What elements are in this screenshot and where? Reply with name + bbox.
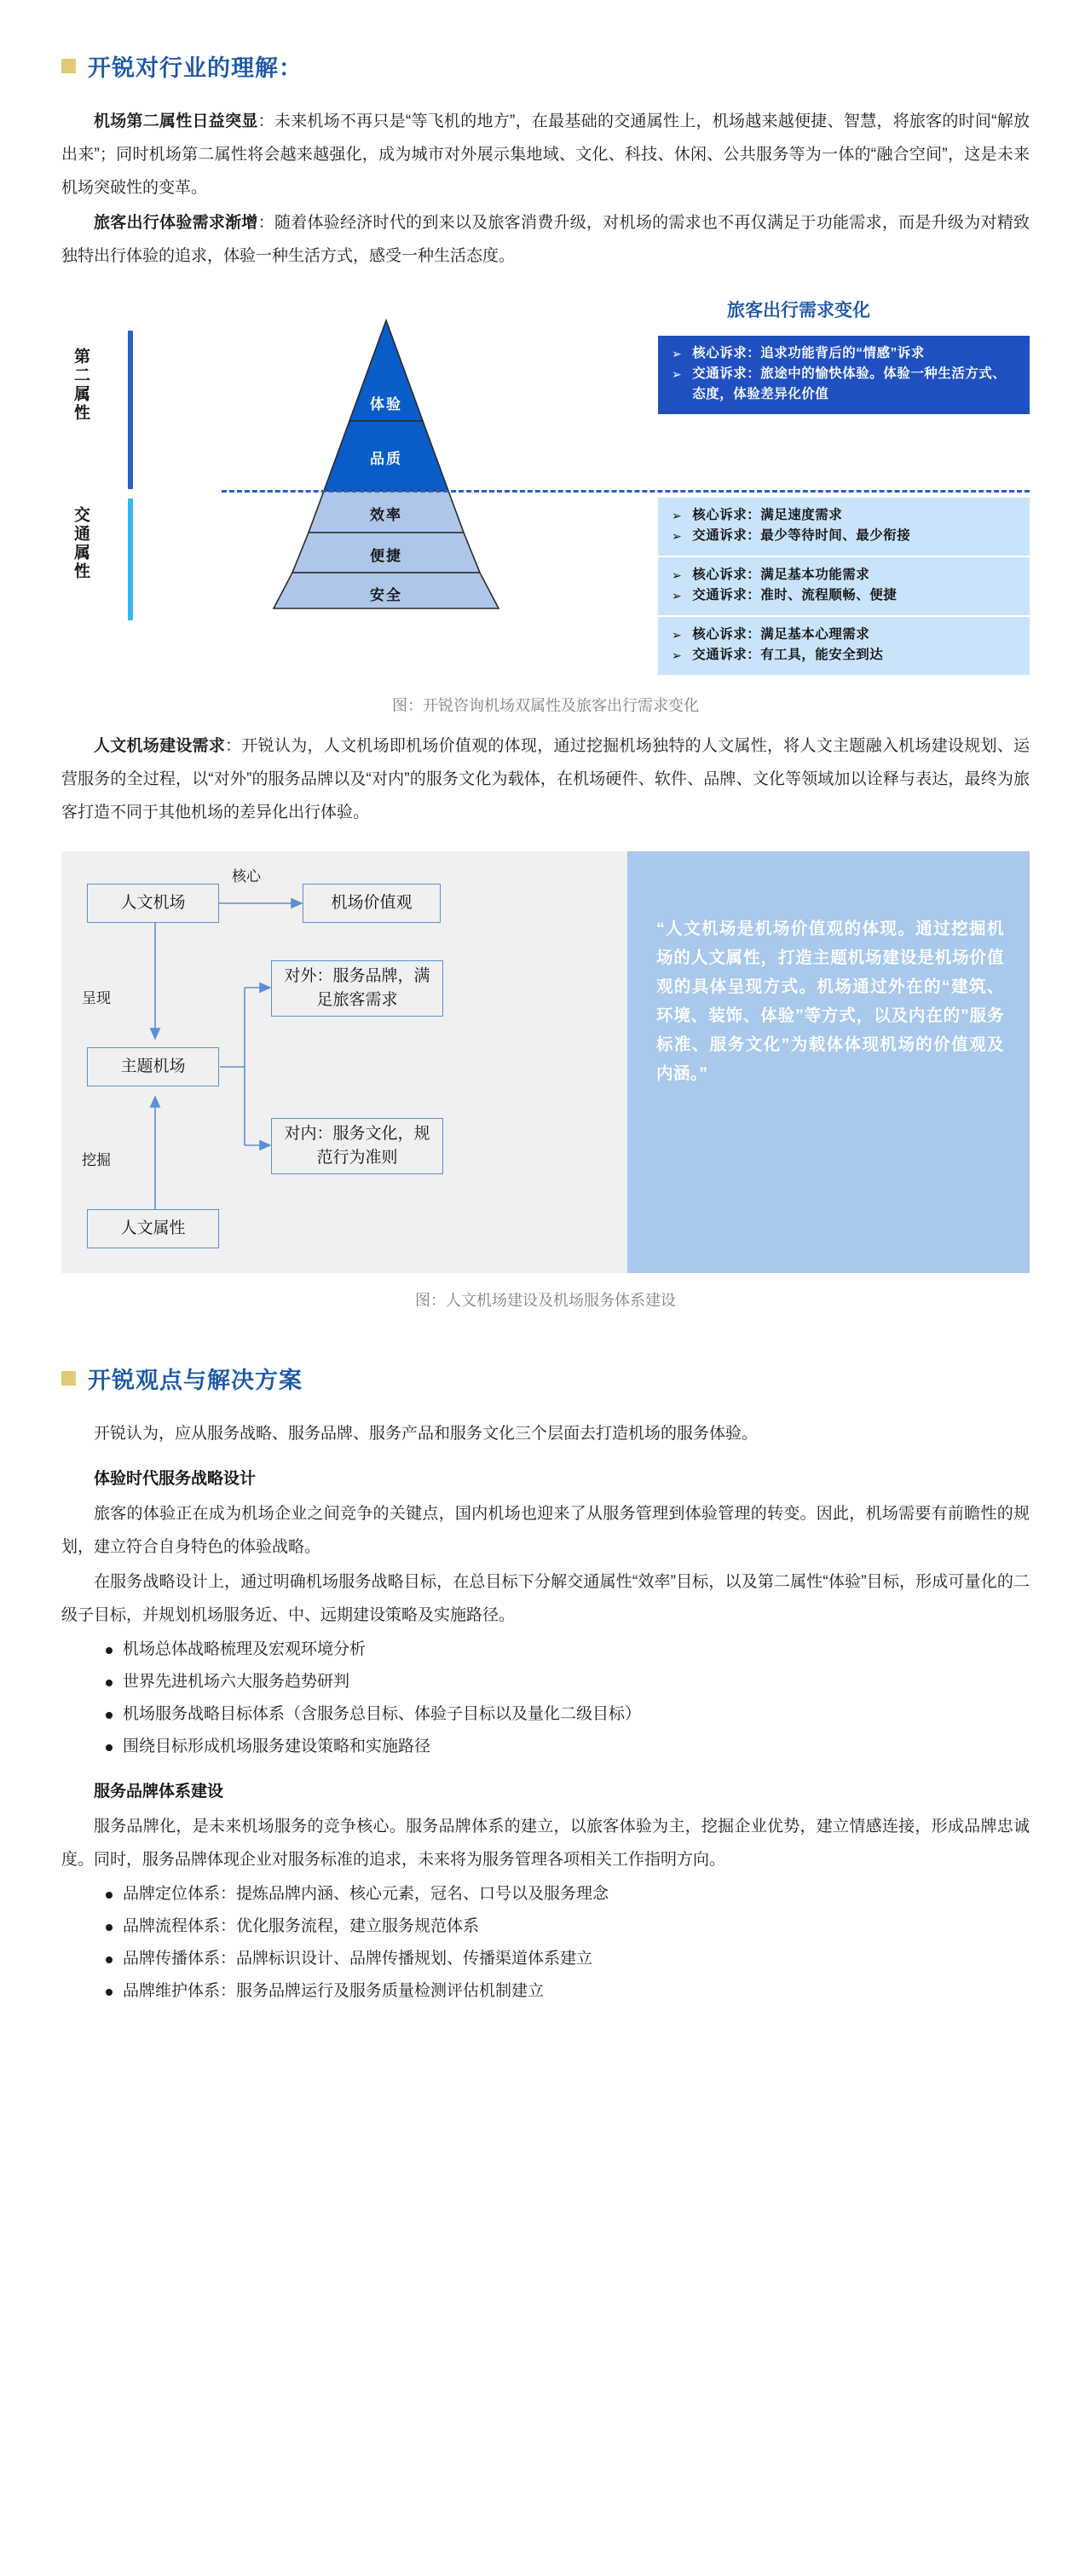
list-item: 品牌维护体系：服务品牌运行及服务质量检测评估机制建立 xyxy=(61,1975,1030,2008)
flow-node-external-service-brand[interactable]: 对外：服务品牌，满足旅客需求 xyxy=(271,960,443,1017)
document-page xyxy=(0,49,1091,2045)
demand-panel-line xyxy=(672,585,1016,606)
demand-panel-line xyxy=(672,364,1016,405)
paragraph-humanistic-airport xyxy=(61,729,1030,829)
flow-node-internal-service-culture[interactable]: 对内：服务文化，规范行为准则 xyxy=(271,1118,443,1174)
demand-panel-text: 交通诉求：准时、流程顺畅、便捷 xyxy=(692,588,898,602)
paragraph-second-attribute xyxy=(61,105,1030,205)
demand-panel-line xyxy=(672,625,1016,645)
page-title: 开锐对行业的理解： xyxy=(88,55,303,81)
demand-panel-line xyxy=(672,505,1016,526)
demand-panel-text: 交通诉求：旅途中的愉快体验。体验一种生活方式、态度，体验差异化价值 xyxy=(692,366,1007,401)
square-bullet-icon xyxy=(61,1371,76,1386)
paragraph-lead: 机场第二属性日益突显 xyxy=(94,112,258,130)
paragraph-strategy-1: 旅客的体验正在成为机场企业之间竞争的关键点，国内机场也迎来了从服务管理到体验管理的转变。因此，机场需要有前瞻性的规划，建立符合自身特色的体验战略。 xyxy=(61,1505,1030,1556)
demand-panel-line xyxy=(672,565,1016,585)
paragraph-text: ：随着体验经济时代的到来以及旅客消费升级，对机场的需求也不再仅满足于功能需求，而是升级为对精致独特出行体验的追求，体验一种生活方式，感受一种生活态度。 xyxy=(61,214,1030,265)
flow-edge-label-excavate: 挖掘 xyxy=(82,1152,111,1168)
list-item: 世界先进机场六大服务趋势研判 xyxy=(61,1666,1030,1698)
demand-panel-safety xyxy=(658,617,1030,675)
flow-node-airport-values[interactable]: 机场价值观 xyxy=(303,884,441,923)
section-heading-industry xyxy=(61,49,1030,83)
list-item: 围绕目标形成机场服务建设策略和实施路径 xyxy=(61,1731,1030,1763)
demand-panel-text: 核心诉求：满足速度需求 xyxy=(692,508,843,522)
bullet-list-brand xyxy=(61,1878,1030,2008)
list-item: 机场服务战略目标体系（含服务总目标、体验子目标以及量化二级目标） xyxy=(61,1698,1030,1731)
flow-node-humanistic-attribute[interactable]: 人文属性 xyxy=(87,1209,219,1248)
chevron-right-icon: ➢ xyxy=(672,509,683,522)
figure1-title: 旅客出行需求变化 xyxy=(727,301,870,320)
demand-panel-line xyxy=(672,343,1016,364)
chevron-right-icon: ➢ xyxy=(672,367,683,381)
demand-panel-experience xyxy=(658,336,1030,414)
pyramid-level-label-safety: 安全 xyxy=(370,587,402,603)
square-bullet-icon xyxy=(61,59,76,73)
paragraph-strategy-2: 在服务战略设计上，通过明确机场服务战略目标，在总目标下分解交通属性“效率”目标，以及第二属性“体验”目标，形成可量化的二级子目标，并规划机场服务近、中、远期建设策略及实施路径。 xyxy=(61,1573,1030,1624)
paragraph-text: ：开锐认为，人文机场即机场价值观的体现，通过挖掘机场独特的人文属性，将人文主题融入机场建设规划、运营服务的全过程，以“对外”的服务品牌以及“对内”的服务文化为载体，在机场硬件、软件、品牌、文化等领域加以诠释与表达，最终为旅客打造不同于其他机场的差异化出行体验。 xyxy=(61,737,1030,821)
demand-panel-text: 交通诉求：有工具，能安全到达 xyxy=(692,648,884,662)
attribute-divider-line xyxy=(222,490,1030,493)
list-item: 品牌传播体系：品牌标识设计、品牌传播规划、传播渠道体系建立 xyxy=(61,1943,1030,1975)
paragraph-section2-intro: 开锐认为，应从服务战略、服务品牌、服务产品和服务文化三个层面去打造机场的服务体验。 xyxy=(94,1425,759,1443)
demand-panel-efficiency xyxy=(658,498,1030,556)
pyramid-graphic xyxy=(259,317,513,607)
flow-diagram-area xyxy=(61,851,627,1273)
chevron-right-icon: ➢ xyxy=(672,628,683,642)
flow-edge-label-core: 核心 xyxy=(232,868,261,885)
paragraph-text: ：未来机场不再只是“等飞机的地方”，在最基础的交通属性上，机场越来越便捷、智慧，将旅客的时间“解放出来”；同时机场第二属性将会越来越强化，成为城市对外展示集地域、文化、科技、休闲、公共服务等为一体的“融合空间”，这是未来机场突破性的变革。 xyxy=(61,112,1030,197)
demand-panel-text: 交通诉求：最少等待时间、最少衔接 xyxy=(692,528,911,543)
demand-panel-convenience xyxy=(658,557,1030,615)
flow-node-humanistic-airport[interactable]: 人文机场 xyxy=(87,884,219,923)
quote-panel xyxy=(627,851,1030,1273)
chevron-right-icon: ➢ xyxy=(672,589,683,602)
list-item: 品牌流程体系：优化服务流程，建立服务规范体系 xyxy=(61,1910,1030,1943)
list-item: 品牌定位体系：提炼品牌内涵、核心元素，冠名、口号以及服务理念 xyxy=(61,1878,1030,1910)
demand-panel-text: 核心诉求：追求功能背后的“情感”诉求 xyxy=(692,346,925,360)
pyramid-level-label-convenience: 便捷 xyxy=(370,548,402,564)
quote-text: “人文机场是机场价值观的体现。通过挖掘机场的人文属性，打造主题机场建设是机场价值观的具体呈现方式。机场通过外在的“建筑、环境、装饰、体验”等方式，以及内在的”服务标准、服务文化”为载体体现机场的价值观及内涵。” xyxy=(656,919,1004,1083)
bullet-list-strategy xyxy=(61,1634,1030,1763)
figure-humanistic-flow xyxy=(61,851,1030,1273)
section-heading-viewpoint xyxy=(61,1362,1030,1395)
demand-panel-line xyxy=(672,645,1016,666)
paragraph-lead: 人文机场建设需求 xyxy=(94,737,226,755)
axis-label-transport-attribute: 交通属性 xyxy=(71,506,89,581)
flow-edge-label-present: 呈现 xyxy=(82,990,111,1006)
pyramid-level-label-quality: 品质 xyxy=(370,451,402,467)
axis-label-second-attribute: 第二属性 xyxy=(71,348,89,423)
figure1-caption: 图：开锐咨询机场双属性及旅客出行需求变化 xyxy=(392,697,699,714)
figure-pyramid-demand xyxy=(61,291,1030,662)
figure2-caption: 图：人文机场建设及机场服务体系建设 xyxy=(415,1292,676,1309)
list-item: 机场总体战略梳理及宏观环境分析 xyxy=(61,1634,1030,1666)
subheading-service-strategy: 体验时代服务战略设计 xyxy=(94,1470,257,1488)
paragraph-lead: 旅客出行体验需求渐增 xyxy=(94,214,258,232)
demand-panel-text: 核心诉求：满足基本心理需求 xyxy=(692,627,870,642)
section2-title: 开锐观点与解决方案 xyxy=(88,1368,303,1393)
paragraph-experience-demand xyxy=(61,206,1030,273)
demand-panel-text: 核心诉求：满足基本功能需求 xyxy=(692,568,870,582)
chevron-right-icon: ➢ xyxy=(672,347,683,360)
pyramid-level-label-efficiency: 效率 xyxy=(370,507,402,523)
axis-bar-second-attribute xyxy=(128,331,133,489)
chevron-right-icon: ➢ xyxy=(672,529,683,543)
subheading-service-brand: 服务品牌体系建设 xyxy=(94,1783,224,1801)
chevron-right-icon: ➢ xyxy=(672,568,683,582)
paragraph-brand-1: 服务品牌化，是未来机场服务的竞争核心。服务品牌体系的建立，以旅客体验为主，挖掘企业优势，建立情感连接，形成品牌忠诚度。同时，服务品牌体现企业对服务标准的追求，未来将为服务管理各项相关工作指明方向。 xyxy=(61,1818,1030,1869)
pyramid-level-label-experience: 体验 xyxy=(370,396,402,412)
demand-panel-line xyxy=(672,526,1016,546)
axis-bar-transport-attribute xyxy=(128,498,133,620)
flow-node-theme-airport[interactable]: 主题机场 xyxy=(87,1047,219,1086)
chevron-right-icon: ➢ xyxy=(672,648,683,662)
